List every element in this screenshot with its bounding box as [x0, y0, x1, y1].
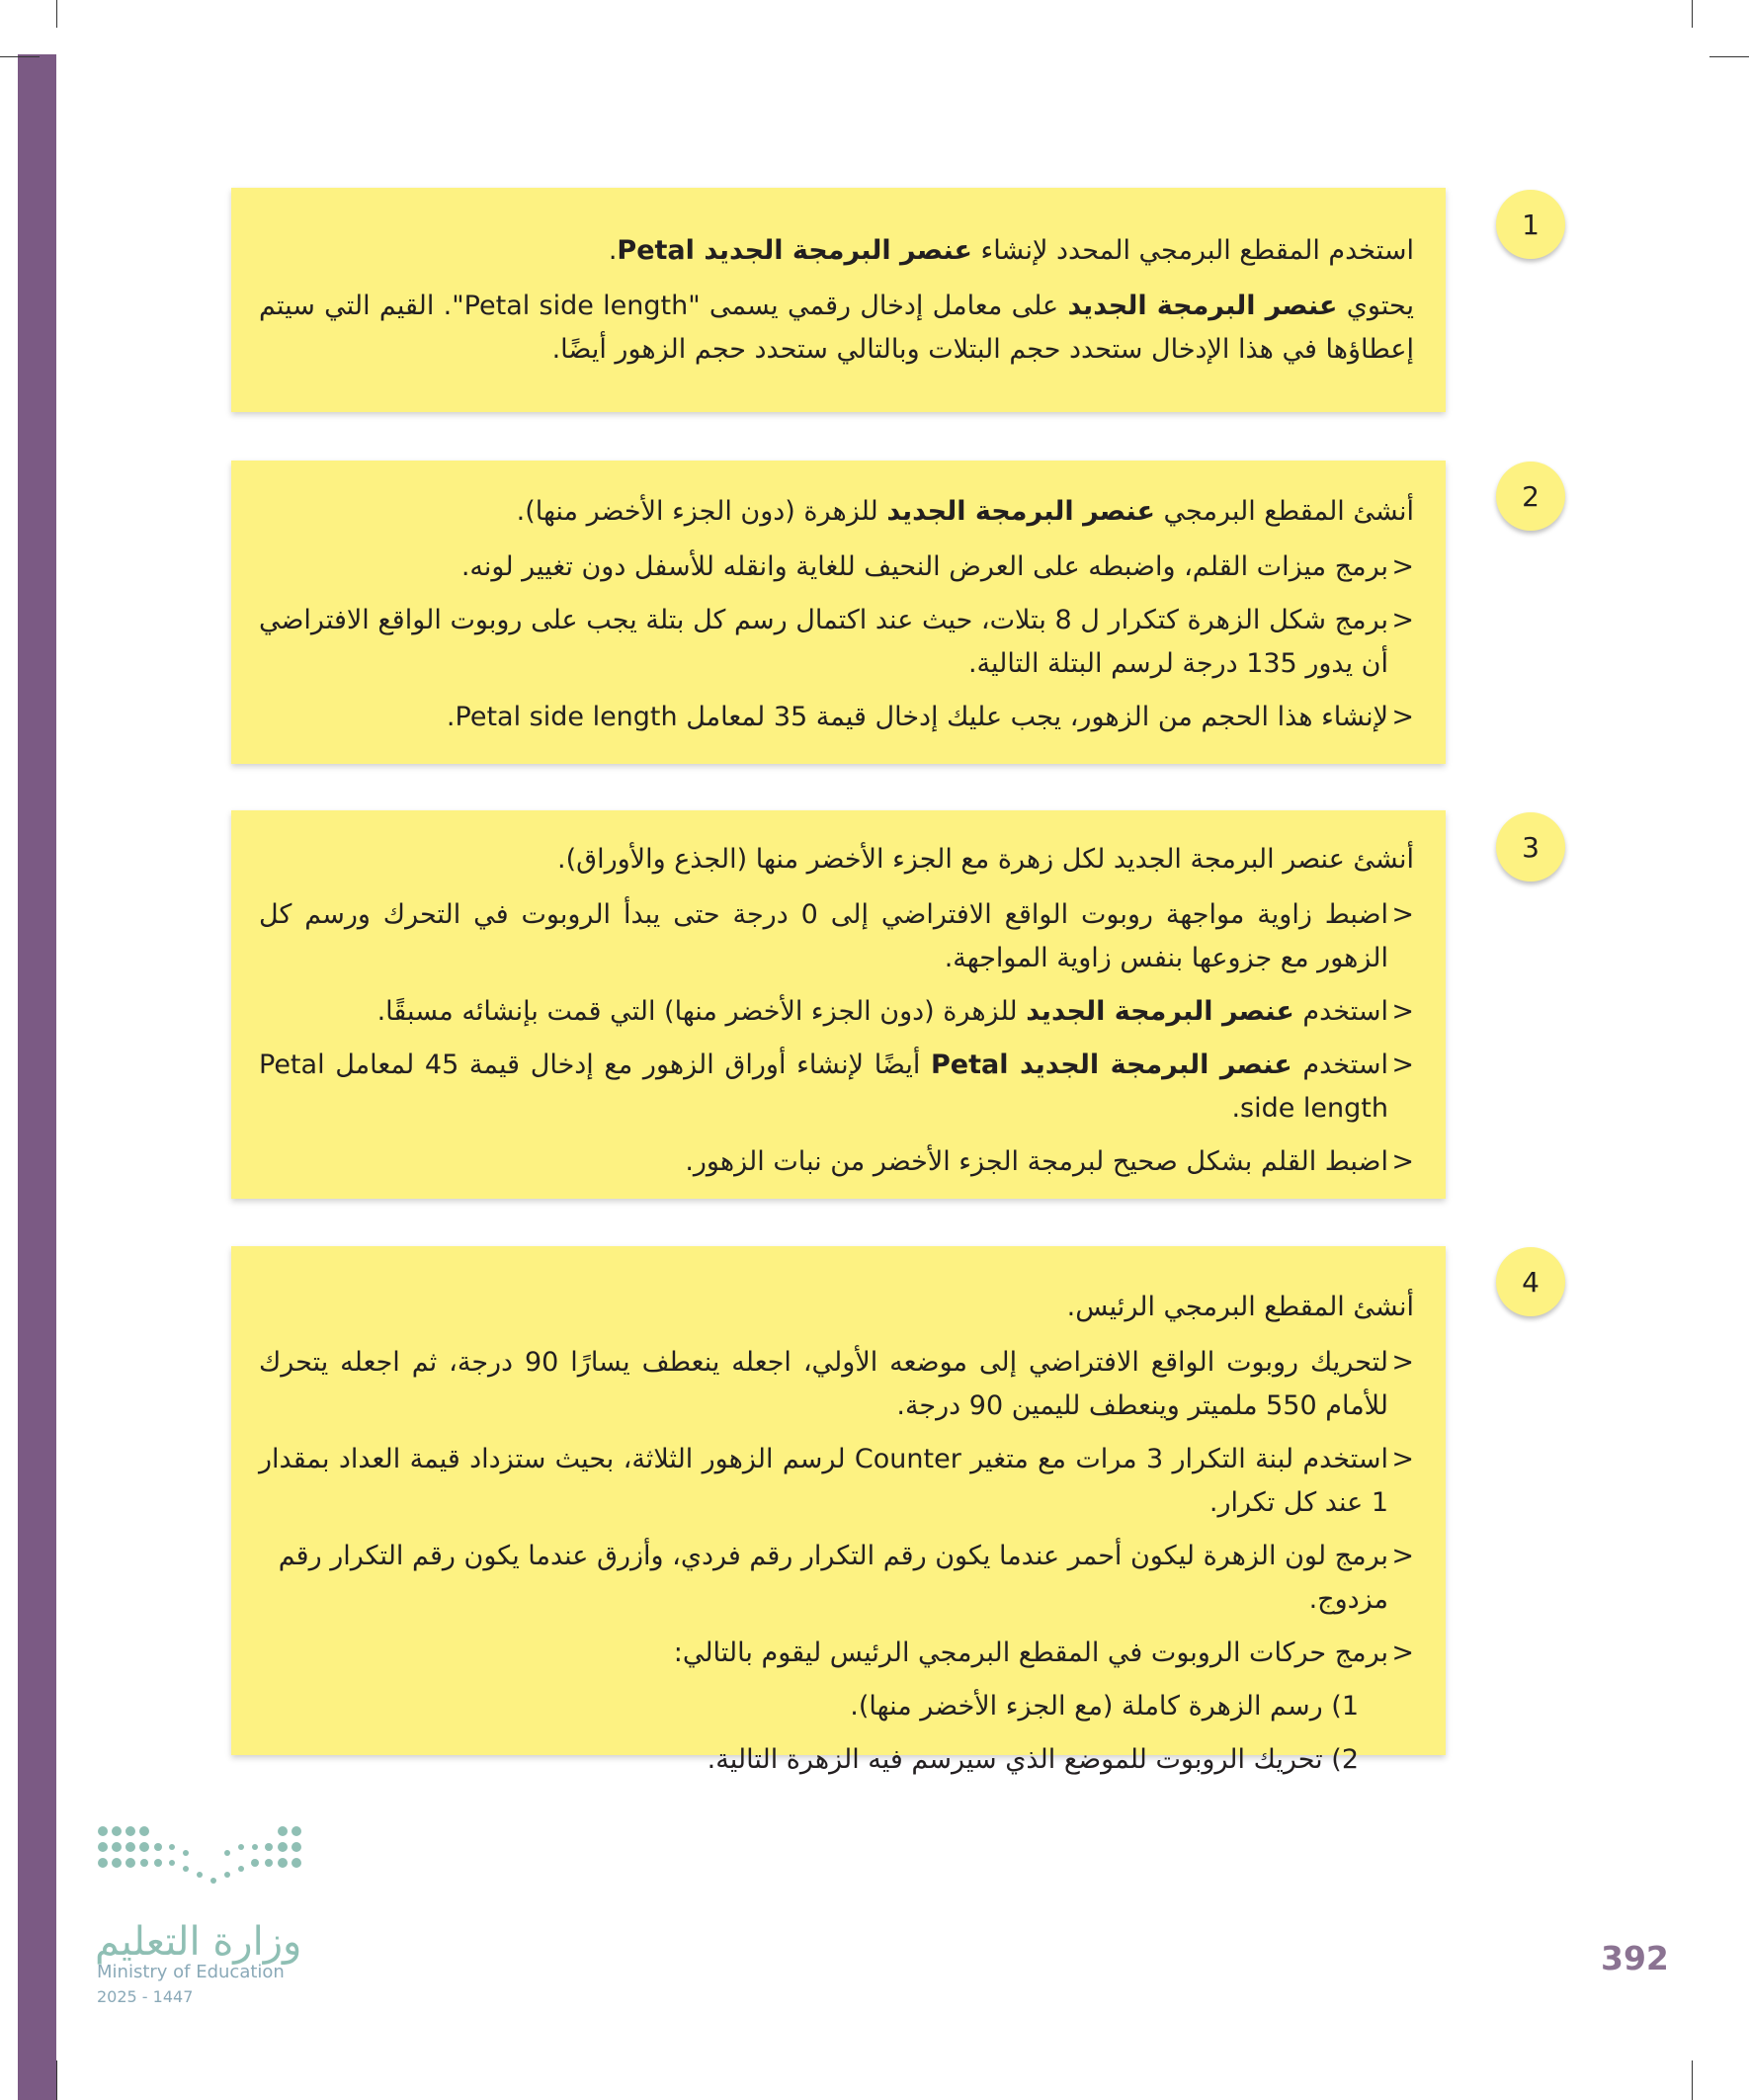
bold-text: عنصر البرمجة الجديد Petal: [931, 1050, 1292, 1080]
sub-item: 2) تحريك الروبوت للموضع الذي سيرسم فيه الزهرة التالية.: [707, 1744, 1359, 1775]
step-intro: أنشئ المقطع البرمجي الرئيس.: [1066, 1292, 1414, 1322]
crop-mark: [1692, 0, 1693, 28]
logo-year-text: 2025 - 1447: [97, 1987, 194, 2006]
list-item: [259, 893, 1414, 980]
step-paragraph: [259, 285, 1414, 372]
list-item: [259, 599, 1414, 686]
english-term: Petal side length: [259, 1050, 1388, 1124]
english-term: Counter: [854, 1444, 961, 1474]
logo-english-text: Ministry of Education: [97, 1962, 285, 1982]
text: برمج شكل الزهرة كتكرار ل 8 بتلات، حيث عند اكتمال رسم كل بتلة يجب على روبوت الواقع الافتراضي أن يدور 135 درجة لرسم البتلة التالية.: [259, 605, 1388, 679]
text: برمج ميزات القلم، واضبطه على العرض النحيف للغاية وانقله للأسفل دون تغيير لونه.: [460, 551, 1388, 582]
step-card-4: [231, 1246, 1446, 1775]
logo-arabic-text: وزارة التعليم: [95, 1919, 302, 1965]
text: لرسم الزهور الثلاثة، بحيث ستزداد قيمة العداد بمقدار 1 عند كل تكرار.: [259, 1444, 1388, 1518]
text: استخدم المقطع البرمجي المحدد لإنشاء: [971, 235, 1414, 266]
bullet-list: [259, 893, 1414, 1184]
text: يحتوي: [1337, 291, 1414, 321]
step-number-3: [1496, 812, 1565, 882]
step-number-text: 3: [1522, 830, 1540, 864]
step-card-2: [231, 461, 1446, 764]
text: برمج حركات الروبوت في المقطع البرمجي الرئيس ليقوم بالتالي:: [673, 1638, 1388, 1668]
text: لإنشاء هذا الحجم من الزهور، يجب عليك إدخال قيمة 35 لمعامل: [677, 702, 1388, 732]
step-intro: [259, 490, 1414, 534]
step-number-text: 4: [1522, 1265, 1540, 1299]
text: استخدم: [1293, 996, 1388, 1027]
bold-text: عنصر البرمجة الجديد: [1026, 996, 1294, 1027]
list-item: [259, 696, 1414, 739]
bold-text: عنصر البرمجة الجديد: [1067, 291, 1338, 321]
text: أنشئ المقطع البرمجي: [1154, 496, 1414, 527]
page-number: 392: [1601, 1939, 1669, 1977]
list-item: [259, 1632, 1414, 1675]
step-number-text: 1: [1522, 208, 1540, 241]
step-number-text: 2: [1522, 479, 1540, 513]
text: برمج لون الزهرة ليكون أحمر عندما يكون رقم التكرار رقم فردي، وأزرق عندما يكون رقم التكرار رقم مزدوج.: [278, 1541, 1388, 1615]
crop-mark: [1709, 56, 1749, 57]
step-intro: أنشئ عنصر البرمجة الجديد لكل زهرة مع الجزء الأخضر منها (الجذع والأوراق).: [557, 844, 1414, 875]
text: لتحريك روبوت الواقع الافتراضي إلى موضعه الأولي، اجعله ينعطف يسارًا 90 درجة، ثم اجعله يتحرك للأمام 550 ملميتر وينعطف لليمين 90 درجة.: [259, 1347, 1388, 1421]
text: اضبط زاوية مواجهة روبوت الواقع الافتراضي إلى 0 درجة حتى يبدأ الروبوت في التحرك ورسم كل الزهور مع جزوعها بنفس زاوية المواجهة.: [259, 899, 1389, 973]
step-card-1: [231, 188, 1446, 412]
step-number-1: [1496, 190, 1565, 259]
list-item: [259, 1140, 1414, 1184]
text: .: [446, 702, 456, 732]
list-item: [259, 1341, 1414, 1428]
text: للزهرة (دون الجزء الأخضر منها) التي قمت بإنشائه مسبقًا.: [376, 996, 1027, 1027]
text: على معامل إدخال رقمي يسمى ": [688, 291, 1068, 321]
step-number-2: [1496, 462, 1565, 531]
text: ". القيم التي سيتم إعطاؤها في هذا الإدخال ستحدد حجم البتلات وبالتالي ستحدد حجم الزهور أيضًا.: [259, 291, 1414, 365]
ministry-logo-dots-icon: [95, 1823, 312, 1902]
crop-mark: [1692, 2060, 1693, 2100]
text: اضبط القلم بشكل صحيح لبرمجة الجزء الأخضر من نبات الزهور.: [685, 1146, 1388, 1177]
text: للزهرة (دون الجزء الأخضر منها).: [516, 496, 887, 527]
english-term: Petal side length: [463, 291, 689, 321]
step-card-3: [231, 810, 1446, 1199]
text: أيضًا لإنشاء أوراق الزهور مع إدخال قيمة 45 لمعامل: [324, 1050, 932, 1080]
crop-mark: [0, 56, 40, 57]
list-item: [259, 1438, 1414, 1525]
bullet-list: [259, 546, 1414, 739]
list-item: [259, 990, 1414, 1034]
text: استخدم: [1291, 1050, 1388, 1080]
step-intro: [259, 229, 1414, 273]
sub-item: 1) رسم الزهرة كاملة (مع الجزء الأخضر منها).: [850, 1691, 1359, 1722]
page-sidebar-strip: [18, 54, 56, 2100]
text: .: [608, 235, 618, 266]
bold-text: عنصر البرمجة الجديد: [704, 235, 972, 266]
bold-text: Petal: [617, 235, 705, 266]
list-item: [259, 1044, 1414, 1131]
list-item: [259, 546, 1414, 589]
list-item: [259, 1535, 1414, 1622]
crop-mark: [56, 0, 57, 28]
text: .: [1231, 1093, 1241, 1124]
bold-text: عنصر البرمجة الجديد: [886, 496, 1155, 527]
bullet-list: [259, 1341, 1414, 1675]
crop-mark: [56, 2060, 57, 2100]
step-number-4: [1496, 1247, 1565, 1316]
english-term: Petal side length: [455, 702, 678, 732]
text: استخدم لبنة التكرار 3 مرات مع متغير: [960, 1444, 1389, 1474]
